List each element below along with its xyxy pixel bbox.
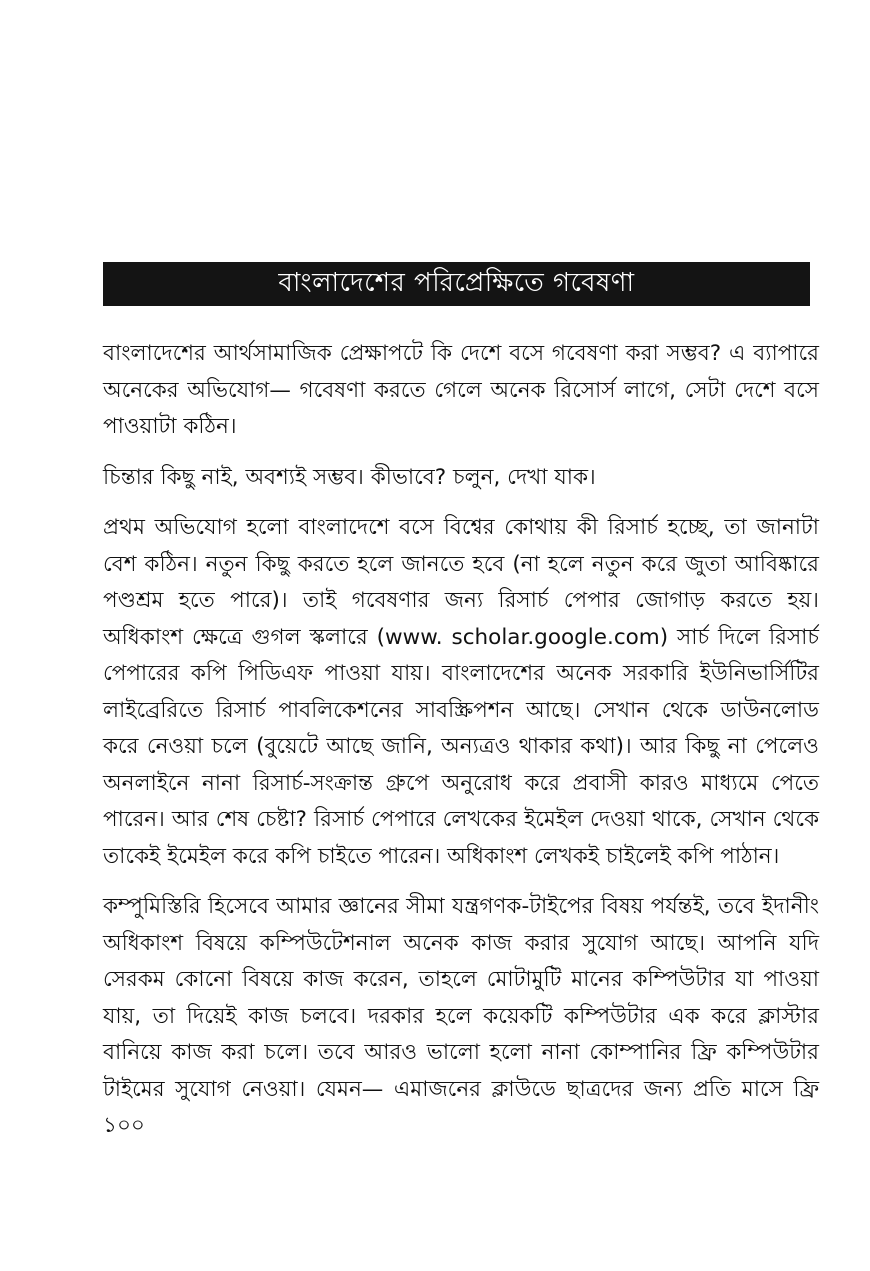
section-heading-banner [103,262,810,306]
section-heading-title: বাংলাদেশের পরিপ্রেক্ষিতে গবেষণা [278,268,635,298]
paragraph-research-possibility: বাংলাদেশের আর্থসামাজিক প্রেক্ষাপটে কি দেশে বসে গবেষণা করা সম্ভব? এ ব্যাপারে অনেকের অভিযোগ— গবেষণা করতে গেলে অনেক রিসোর্স লাগে, সেটা দেশে বসে পাওয়াটা কঠিন। [103,341,819,439]
paragraph-answer: চিন্তার কিছু নাই, অবশ্যই সম্ভব। কীভাবে? চলুন, দেখা যাক। [103,464,596,490]
paragraph-research-papers: প্রথম অভিযোগ হলো বাংলাদেশে বসে বিশ্বের কোথায় কী রিসার্চ হচ্ছে, তা জানাটা বেশ কঠিন। নতুন কিছু করতে হলে জানতে হবে (না হলে নতুন করে জুতা আবিষ্কারে পণ্ডশ্রম হতে পারে)। তাই গবেষণার জন্য রিসার্চ পেপার জোগাড় করতে হয়। অধিকাংশ ক্ষেত্রে গুগল স্কলারে (www. scholar.google.com) সার্চ দিলে রিসার্চ পেপারের কপি পিডিএফ পাওয়া যায়। বাংলাদেশের অনেক সরকারি ইউনিভার্সিটির লাইব্রেরিতে রিসার্চ পাবলিকেশনের সাবস্ক্রিপশন আছে। সেখান থেকে ডাউনলোড করে নেওয়া চলে (বুয়েটে আছে জানি, অন্যত্রও থাকার কথা)। আর কিছু না পেলেও অনলাইনে নানা রিসার্চ-সংক্রান্ত গ্রুপে অনুরোধ করে প্রবাসী কারও মাধ্যমে পেতে পারেন। আর শেষ চেষ্টা? রিসার্চ পেপারে লেখকের ইমেইল দেওয়া থাকে, সেখান থেকে তাকেই ইমেইল করে কপি চাইতে পারেন। অধিকাংশ লেখকই চাইলেই কপি পাঠান। [103,515,819,869]
body-text [103,336,819,1159]
paragraph-computing-resources: কম্পুমিস্তিরি হিসেবে আমার জ্ঞানের সীমা যন্ত্রগণক-টাইপের বিষয় পর্যন্তই, তবে ইদানীং অধিকাংশ বিষয়ে কম্পিউটেশনাল অনেক কাজ করার সুযোগ আছে। আপনি যদি সেরকম কোনো বিষয়ে কাজ করেন, তাহলে মোটামুটি মানের কম্পিউটার যা পাওয়া যায়, তা দিয়েই কাজ চলবে। দরকার হলে কয়েকটি কম্পিউটার এক করে ক্লাস্টার বানিয়ে কাজ করা চলে। তবে আরও ভালো হলো নানা কোম্পানির ফ্রি কম্পিউটার টাইমের সুযোগ নেওয়া। যেমন— এমাজনের ক্লাউডে ছাত্রদের জন্য প্রতি মাসে ফ্রি ১০০ [103,894,819,1138]
